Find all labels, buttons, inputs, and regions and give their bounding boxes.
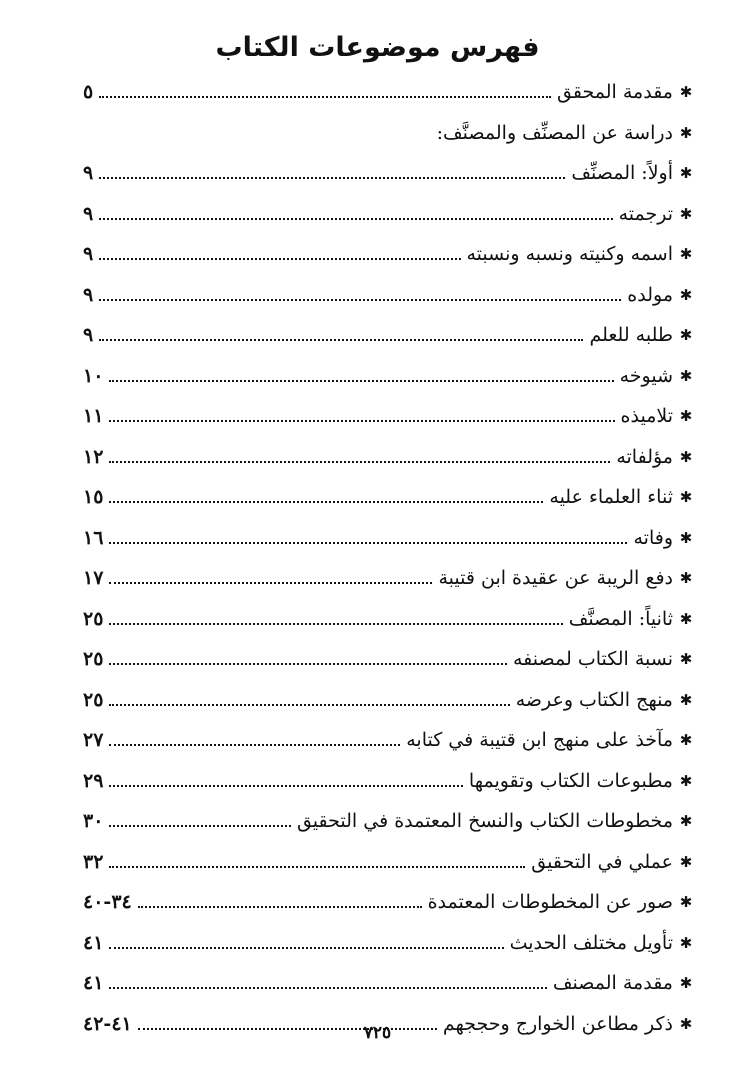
entry-title: ثناء العلماء عليه: [549, 486, 673, 509]
leader-dots: [99, 299, 621, 301]
bullet-icon: ✱: [679, 1014, 693, 1033]
toc-entry: [83, 923, 693, 964]
bullet-icon: ✱: [679, 123, 693, 142]
entry-title: تأويل مختلف الحديث: [509, 931, 673, 954]
entry-title: مآخذ على منهج ابن قتيبة في كتابه: [406, 729, 673, 752]
entry-title: ترجمته: [618, 202, 673, 225]
entry-title: مقدمة المحقق: [557, 81, 673, 104]
toc-entry: [83, 194, 693, 235]
entry-page: ٤١: [83, 972, 104, 995]
leader-dots: [109, 623, 562, 625]
toc-entry: [83, 396, 693, 437]
entry-page: ١٧: [83, 567, 104, 590]
bullet-icon: ✱: [679, 771, 693, 790]
leader-dots: [109, 582, 432, 584]
leader-dots: [109, 501, 543, 503]
bullet-icon: ✱: [679, 528, 693, 547]
entry-page: ٩: [83, 324, 94, 347]
leader-dots: [109, 704, 509, 706]
leader-dots: [99, 96, 551, 98]
toc-entry: [83, 113, 693, 154]
toc-list: [83, 72, 693, 1044]
entry-title: عملي في التحقيق: [531, 850, 673, 873]
entry-title: دفع الريبة عن عقيدة ابن قتيبة: [438, 567, 673, 590]
entry-page: ٩: [83, 283, 94, 306]
entry-page: ٢٥: [83, 688, 104, 711]
entry-page: ٣٢: [83, 850, 104, 873]
toc-entry: [83, 801, 693, 842]
bullet-icon: ✱: [679, 731, 693, 750]
toc-entry: [83, 720, 693, 761]
bullet-icon: ✱: [679, 893, 693, 912]
entry-title: اسمه وكنيته ونسبه ونسبته: [466, 243, 673, 266]
bullet-icon: ✱: [679, 245, 693, 264]
entry-title: دراسة عن المصنِّف والمصنَّف:: [436, 121, 673, 144]
leader-dots: [109, 744, 400, 746]
leader-dots: [138, 906, 422, 908]
bullet-icon: ✱: [679, 326, 693, 345]
entry-title: مقدمة المصنف: [552, 972, 673, 995]
leader-dots: [109, 542, 627, 544]
entry-title: أولاً: المصنِّف: [571, 162, 673, 185]
leader-dots: [99, 218, 612, 220]
toc-entry: [83, 680, 693, 721]
entry-title: مولده: [627, 283, 673, 306]
entry-page: ٩: [83, 243, 94, 266]
entry-title: ذكر مطاعن الخوارج وحججهم: [442, 1012, 673, 1035]
entry-title: منهج الكتاب وعرضه: [515, 688, 673, 711]
toc-entry: [83, 275, 693, 316]
bullet-icon: ✱: [679, 933, 693, 952]
leader-dots: [109, 947, 503, 949]
toc-entry: [83, 518, 693, 559]
entry-title: وفاته: [633, 526, 673, 549]
entry-page: ٢٩: [83, 769, 104, 792]
entry-page: ١٥: [83, 486, 104, 509]
entry-page: ١١: [83, 405, 104, 428]
toc-entry: [83, 963, 693, 1004]
entry-title: نسبة الكتاب لمصنفه: [513, 648, 673, 671]
entry-page: ١٠: [83, 364, 104, 387]
leader-dots: [109, 461, 610, 463]
leader-dots: [109, 825, 291, 827]
leader-dots: [109, 785, 462, 787]
bullet-icon: ✱: [679, 366, 693, 385]
entry-title: مؤلفاته: [616, 445, 673, 468]
toc-entry: [83, 234, 693, 275]
leader-dots: [99, 339, 583, 341]
entry-title: مطبوعات الكتاب وتقويمها: [468, 769, 673, 792]
toc-entry: [83, 599, 693, 640]
bullet-icon: ✱: [679, 204, 693, 223]
entry-title: ثانياً: المصنَّف: [568, 607, 673, 630]
leader-dots: [99, 258, 460, 260]
entry-page: ٥: [83, 81, 94, 104]
leader-dots: [109, 380, 613, 382]
entry-title: مخطوطات الكتاب والنسخ المعتمدة في التحقيق: [296, 810, 673, 833]
leader-dots: [109, 663, 507, 665]
toc-entry: [83, 882, 693, 923]
entry-page: ٤١: [83, 931, 104, 954]
bullet-icon: ✱: [679, 690, 693, 709]
toc-entry: [83, 558, 693, 599]
bullet-icon: ✱: [679, 447, 693, 466]
bullet-icon: ✱: [679, 812, 693, 831]
entry-page: ٢٧: [83, 729, 104, 752]
toc-entry: [83, 761, 693, 802]
page-title: فهرس موضوعات الكتاب: [215, 32, 540, 63]
entry-page: ١٦: [83, 526, 104, 549]
entry-page: ١٢: [83, 445, 104, 468]
entry-page: ٢٥: [83, 648, 104, 671]
entry-page: ٣٤-٤٠: [83, 891, 132, 914]
entry-page: ٣٠: [83, 810, 104, 833]
bullet-icon: ✱: [679, 852, 693, 871]
bullet-icon: ✱: [679, 650, 693, 669]
toc-entry: [83, 153, 693, 194]
bullet-icon: ✱: [679, 164, 693, 183]
bullet-icon: ✱: [679, 569, 693, 588]
toc-entry: [83, 315, 693, 356]
entry-title: صور عن المخطوطات المعتمدة: [427, 891, 673, 914]
entry-page: ٤١-٤٢: [83, 1012, 132, 1035]
bullet-icon: ✱: [679, 407, 693, 426]
leader-dots: [99, 177, 565, 179]
toc-entry: [83, 72, 693, 113]
entry-title: طلبه للعلم: [589, 324, 673, 347]
toc-entry: [83, 437, 693, 478]
entry-page: ٢٥: [83, 607, 104, 630]
toc-entry: [83, 639, 693, 680]
entry-title: تلاميذه: [620, 405, 673, 428]
page-number: ٧٢٥: [363, 1023, 392, 1043]
entry-page: ٩: [83, 162, 94, 185]
toc-entry: [83, 842, 693, 883]
leader-dots: [109, 987, 546, 989]
leader-dots: [109, 866, 525, 868]
bullet-icon: ✱: [679, 974, 693, 993]
bullet-icon: ✱: [679, 609, 693, 628]
entry-page: ٩: [83, 202, 94, 225]
bullet-icon: ✱: [679, 83, 693, 102]
toc-entry: [83, 477, 693, 518]
leader-dots: [109, 420, 614, 422]
toc-entry: [83, 356, 693, 397]
bullet-icon: ✱: [679, 285, 693, 304]
bullet-icon: ✱: [679, 488, 693, 507]
entry-title: شيوخه: [619, 364, 673, 387]
